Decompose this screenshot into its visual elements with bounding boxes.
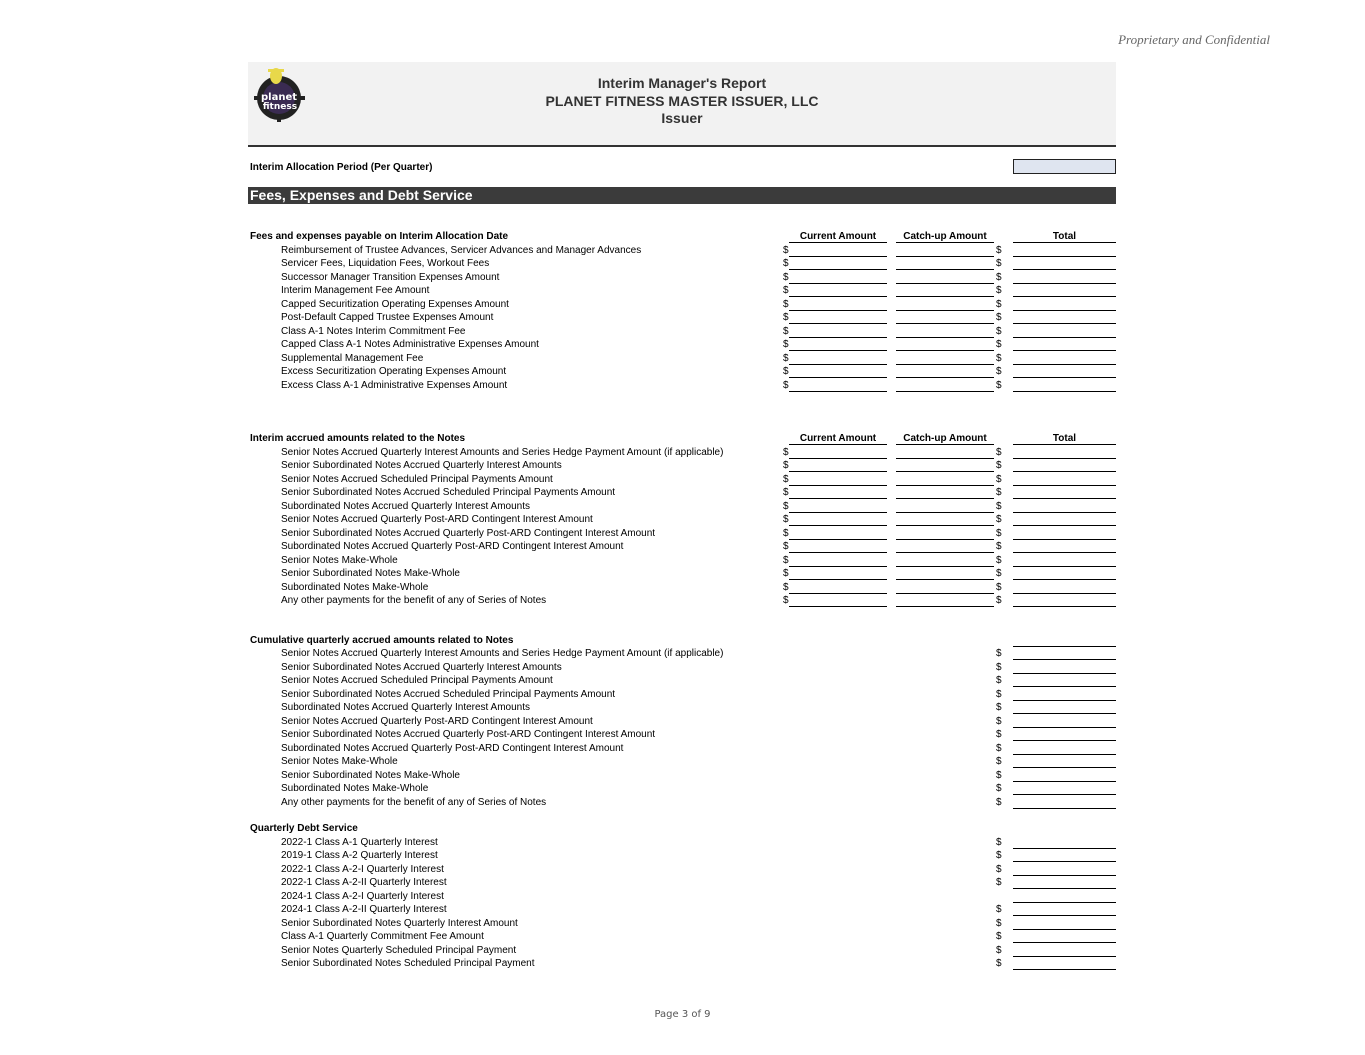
currency-symbol: $ [996, 312, 1002, 323]
line-item-row [248, 257, 1116, 271]
section-heading: Fees and expenses payable on Interim Allocation Date [250, 231, 509, 242]
currency-symbol: $ [996, 258, 1002, 269]
line-item-row [248, 486, 1116, 500]
currency-symbol: $ [996, 863, 1002, 875]
line-item-row [248, 782, 1116, 796]
period-input[interactable] [1013, 159, 1116, 174]
currency-symbol: $ [996, 500, 1002, 512]
currency-symbol: $ [996, 661, 1002, 673]
line-item-row [248, 876, 1116, 890]
currency-symbol: $ [996, 487, 1002, 498]
period-row [248, 159, 1116, 179]
currency-symbol: $ [783, 271, 789, 283]
currency-symbol: $ [996, 271, 1002, 283]
catchup-amount-field[interactable] [896, 606, 994, 607]
line-item-label: 2022-1 Class A-2-I Quarterly Interest [281, 863, 444, 875]
currency-symbol: $ [783, 325, 789, 337]
currency-symbol: $ [996, 325, 1002, 337]
line-item-label: Subordinated Notes Accrued Quarterly Post-ARD Contingent Interest Amount [281, 742, 624, 754]
interim-section [248, 432, 1116, 608]
currency-symbol: $ [996, 595, 1002, 606]
line-item-label: Subordinated Notes Accrued Quarterly Interest Amounts [281, 500, 531, 512]
section-heading: Interim accrued amounts related to the Notes [250, 433, 466, 444]
line-item-label: Successor Manager Transition Expenses Amount [281, 271, 500, 283]
currency-symbol: $ [996, 796, 1002, 808]
line-item-label: 2022-1 Class A-1 Quarterly Interest [281, 836, 438, 848]
line-item-row [248, 836, 1116, 850]
confidential-note: Proprietary and Confidential [1118, 32, 1270, 47]
line-item-label: Senior Subordinated Notes Accrued Quarterly Post-ARD Contingent Interest Amount [281, 729, 656, 740]
line-item-label: Senior Subordinated Notes Accrued Quarterly Interest Amounts [281, 460, 562, 471]
currency-symbol: $ [996, 958, 1002, 969]
currency-symbol: $ [783, 460, 789, 471]
currency-symbol: $ [996, 756, 1002, 767]
line-item-row [248, 284, 1116, 298]
line-item-row [248, 365, 1116, 379]
line-item-label: Senior Notes Accrued Quarterly Post-ARD Contingent Interest Amount [281, 514, 593, 525]
line-item-row [248, 742, 1116, 756]
cumulative-section [248, 634, 1116, 810]
line-item-row [248, 554, 1116, 568]
report-header [248, 62, 1116, 147]
line-item-row [248, 473, 1116, 487]
currency-symbol: $ [996, 769, 1002, 781]
section-heading: Cumulative quarterly accrued amounts related to Notes [250, 634, 514, 646]
line-item-label: 2019-1 Class A-2 Quarterly Interest [281, 850, 438, 861]
line-item-label: Senior Subordinated Notes Make-Whole [281, 769, 460, 781]
line-item-label: Excess Class A-1 Administrative Expenses Amount [281, 379, 508, 391]
line-item-label: Supplemental Management Fee [281, 352, 424, 364]
total-field[interactable] [1013, 969, 1116, 970]
section-title: Fees, Expenses and Debt Service [248, 187, 1116, 204]
line-item-label: Senior Notes Quarterly Scheduled Principal Payment [281, 944, 517, 956]
report-sheet [248, 62, 1116, 971]
line-item-label: Senior Notes Accrued Quarterly Post-ARD Contingent Interest Amount [281, 715, 593, 727]
currency-symbol: $ [783, 298, 789, 310]
line-item-row [248, 459, 1116, 473]
line-item-row [248, 849, 1116, 863]
line-item-label: Interim Management Fee Amount [281, 285, 430, 296]
currency-symbol: $ [996, 541, 1002, 552]
line-item-label: Post-Default Capped Trustee Expenses Amount [281, 312, 494, 323]
section-heading: Quarterly Debt Service [250, 823, 358, 834]
currency-symbol: $ [996, 285, 1002, 296]
currency-symbol: $ [996, 366, 1002, 377]
currency-symbol: $ [783, 595, 789, 606]
currency-symbol: $ [783, 312, 789, 323]
currency-symbol: $ [996, 742, 1002, 754]
currency-symbol: $ [996, 702, 1002, 713]
currency-symbol: $ [996, 446, 1002, 458]
line-item-row [248, 728, 1116, 742]
line-item-row [248, 715, 1116, 729]
line-item-row [248, 527, 1116, 541]
line-item-label: Class A-1 Quarterly Commitment Fee Amount [281, 931, 484, 942]
line-item-row [248, 755, 1116, 769]
line-item-row [248, 957, 1116, 971]
line-item-row [248, 594, 1116, 608]
currency-symbol: $ [996, 675, 1002, 686]
currency-symbol: $ [783, 500, 789, 512]
line-item-row [248, 688, 1116, 702]
currency-symbol: $ [996, 568, 1002, 579]
currency-symbol: $ [996, 850, 1002, 861]
currency-symbol: $ [996, 339, 1002, 350]
line-item-label: Senior Subordinated Notes Scheduled Principal Payment [281, 958, 535, 969]
line-item-row [248, 311, 1116, 325]
debt-service-section [248, 822, 1116, 971]
line-item-label: Senior Subordinated Notes Quarterly Interest Amount [281, 917, 518, 929]
line-item-label: Senior Subordinated Notes Make-Whole [281, 568, 460, 579]
line-item-label: Senior Subordinated Notes Accrued Quarterly Interest Amounts [281, 661, 562, 673]
section-heading-row [248, 230, 1116, 244]
line-item-row [248, 647, 1116, 661]
currency-symbol: $ [783, 473, 789, 485]
currency-symbol: $ [783, 258, 789, 269]
currency-symbol: $ [996, 514, 1002, 525]
catchup-amount-field[interactable] [896, 391, 994, 392]
line-item-row [248, 338, 1116, 352]
line-item-row [248, 769, 1116, 783]
currency-symbol: $ [996, 877, 1002, 888]
currency-symbol: $ [783, 352, 789, 364]
page-number: Page 3 of 9 [654, 1009, 711, 1020]
period-label: Interim Allocation Period (Per Quarter) [250, 162, 433, 173]
total-header: Total [1013, 230, 1116, 243]
logo-text-planet: planet [260, 92, 298, 103]
line-item-label: Senior Notes Make-Whole [281, 756, 398, 767]
line-item-row [248, 581, 1116, 595]
currency-symbol: $ [783, 244, 789, 256]
line-item-label: Subordinated Notes Accrued Quarterly Post-ARD Contingent Interest Amount [281, 541, 624, 552]
currency-symbol: $ [783, 581, 789, 593]
line-item-label: Senior Notes Accrued Quarterly Interest Amounts and Series Hedge Payment Amount (if applicable) [281, 446, 724, 458]
currency-symbol: $ [996, 783, 1002, 794]
line-item-label: 2022-1 Class A-2-II Quarterly Interest [281, 877, 447, 888]
line-item-label: Senior Notes Accrued Scheduled Principal Payments Amount [281, 675, 553, 686]
currency-symbol: $ [783, 487, 789, 498]
current-amount-field[interactable] [789, 391, 887, 392]
line-item-row [248, 540, 1116, 554]
currency-symbol: $ [996, 352, 1002, 364]
currency-symbol: $ [996, 460, 1002, 471]
currency-symbol: $ [996, 581, 1002, 593]
currency-symbol: $ [783, 554, 789, 566]
issuer-name: PLANET FITNESS MASTER ISSUER, LLC [545, 92, 819, 109]
line-item-label: Any other payments for the benefit of any of Series of Notes [281, 796, 547, 808]
currency-symbol: $ [996, 473, 1002, 485]
line-item-label: Senior Subordinated Notes Accrued Scheduled Principal Payments Amount [281, 487, 616, 498]
report-titles [248, 75, 1116, 128]
line-item-row [248, 661, 1116, 675]
currency-symbol: $ [996, 715, 1002, 727]
total-field[interactable] [1013, 606, 1116, 607]
catchup-amount-header: Catch-up Amount [896, 432, 994, 445]
line-item-label: Subordinated Notes Accrued Quarterly Interest Amounts [281, 702, 531, 713]
currency-symbol: $ [996, 904, 1002, 915]
currency-symbol: $ [783, 514, 789, 525]
line-item-label: Reimbursement of Trustee Advances, Servicer Advances and Manager Advances [281, 244, 642, 256]
currency-symbol: $ [996, 729, 1002, 740]
current-amount-header: Current Amount [789, 230, 887, 243]
total-header: Total [1013, 432, 1116, 445]
line-item-label: Subordinated Notes Make-Whole [281, 783, 429, 794]
current-amount-header: Current Amount [789, 432, 887, 445]
currency-symbol: $ [996, 648, 1002, 659]
line-item-row [248, 863, 1116, 877]
line-item-row [248, 446, 1116, 460]
currency-symbol: $ [783, 541, 789, 552]
line-item-label: 2024-1 Class A-2-II Quarterly Interest [281, 904, 447, 915]
currency-symbol: $ [996, 944, 1002, 956]
currency-symbol: $ [783, 527, 789, 539]
line-item-label: Excess Securitization Operating Expenses Amount [281, 366, 507, 377]
line-item-row [248, 930, 1116, 944]
line-item-row [248, 379, 1116, 393]
line-item-row [248, 244, 1116, 258]
line-item-row [248, 271, 1116, 285]
catchup-amount-header: Catch-up Amount [896, 230, 994, 243]
currency-symbol: $ [996, 554, 1002, 566]
currency-symbol: $ [783, 366, 789, 377]
line-item-row [248, 567, 1116, 581]
issuer-role: Issuer [661, 110, 703, 126]
section-heading-row [248, 822, 1116, 836]
line-item-row [248, 298, 1116, 312]
currency-symbol: $ [996, 836, 1002, 848]
line-item-row [248, 352, 1116, 366]
line-item-label: Senior Notes Accrued Scheduled Principal Payments Amount [281, 473, 553, 485]
line-item-row [248, 513, 1116, 527]
line-item-label: 2024-1 Class A-2-I Quarterly Interest [281, 890, 444, 902]
line-item-row [248, 917, 1116, 931]
currency-symbol: $ [783, 379, 789, 391]
line-item-label: Senior Subordinated Notes Accrued Scheduled Principal Payments Amount [281, 688, 616, 700]
line-item-row [248, 500, 1116, 514]
currency-symbol: $ [783, 568, 789, 579]
line-item-row [248, 701, 1116, 715]
current-amount-field[interactable] [789, 606, 887, 607]
line-item-label: Senior Notes Accrued Quarterly Interest Amounts and Series Hedge Payment Amount (if applicable) [281, 648, 724, 659]
line-item-row [248, 944, 1116, 958]
line-item-label: Senior Notes Make-Whole [281, 554, 398, 566]
line-item-row [248, 325, 1116, 339]
currency-symbol: $ [996, 379, 1002, 391]
line-item-label: Subordinated Notes Make-Whole [281, 581, 429, 593]
currency-symbol: $ [996, 688, 1002, 700]
line-item-row [248, 674, 1116, 688]
section-heading-row [248, 634, 1116, 648]
fees-section [248, 230, 1116, 392]
currency-symbol: $ [783, 339, 789, 350]
line-item-label: Servicer Fees, Liquidation Fees, Workout Fees [281, 258, 490, 269]
total-field[interactable] [1013, 391, 1116, 392]
logo-text-fitness: fitness [262, 102, 298, 112]
currency-symbol: $ [783, 285, 789, 296]
line-item-row [248, 890, 1116, 904]
currency-symbol: $ [996, 298, 1002, 310]
currency-symbol: $ [996, 527, 1002, 539]
currency-symbol: $ [996, 917, 1002, 929]
currency-symbol: $ [996, 931, 1002, 942]
report-title: Interim Manager's Report [597, 75, 767, 91]
currency-symbol: $ [996, 244, 1002, 256]
total-field[interactable] [1013, 808, 1116, 809]
line-item-label: Senior Subordinated Notes Accrued Quarterly Post-ARD Contingent Interest Amount [281, 527, 656, 539]
line-item-label: Any other payments for the benefit of any of Series of Notes [281, 595, 547, 606]
line-item-row [248, 796, 1116, 810]
section-heading-row [248, 432, 1116, 446]
line-item-label: Capped Class A-1 Notes Administrative Expenses Amount [281, 339, 539, 350]
currency-symbol: $ [783, 446, 789, 458]
line-item-label: Class A-1 Notes Interim Commitment Fee [281, 325, 466, 337]
line-item-label: Capped Securitization Operating Expenses Amount [281, 298, 509, 310]
line-item-row [248, 903, 1116, 917]
